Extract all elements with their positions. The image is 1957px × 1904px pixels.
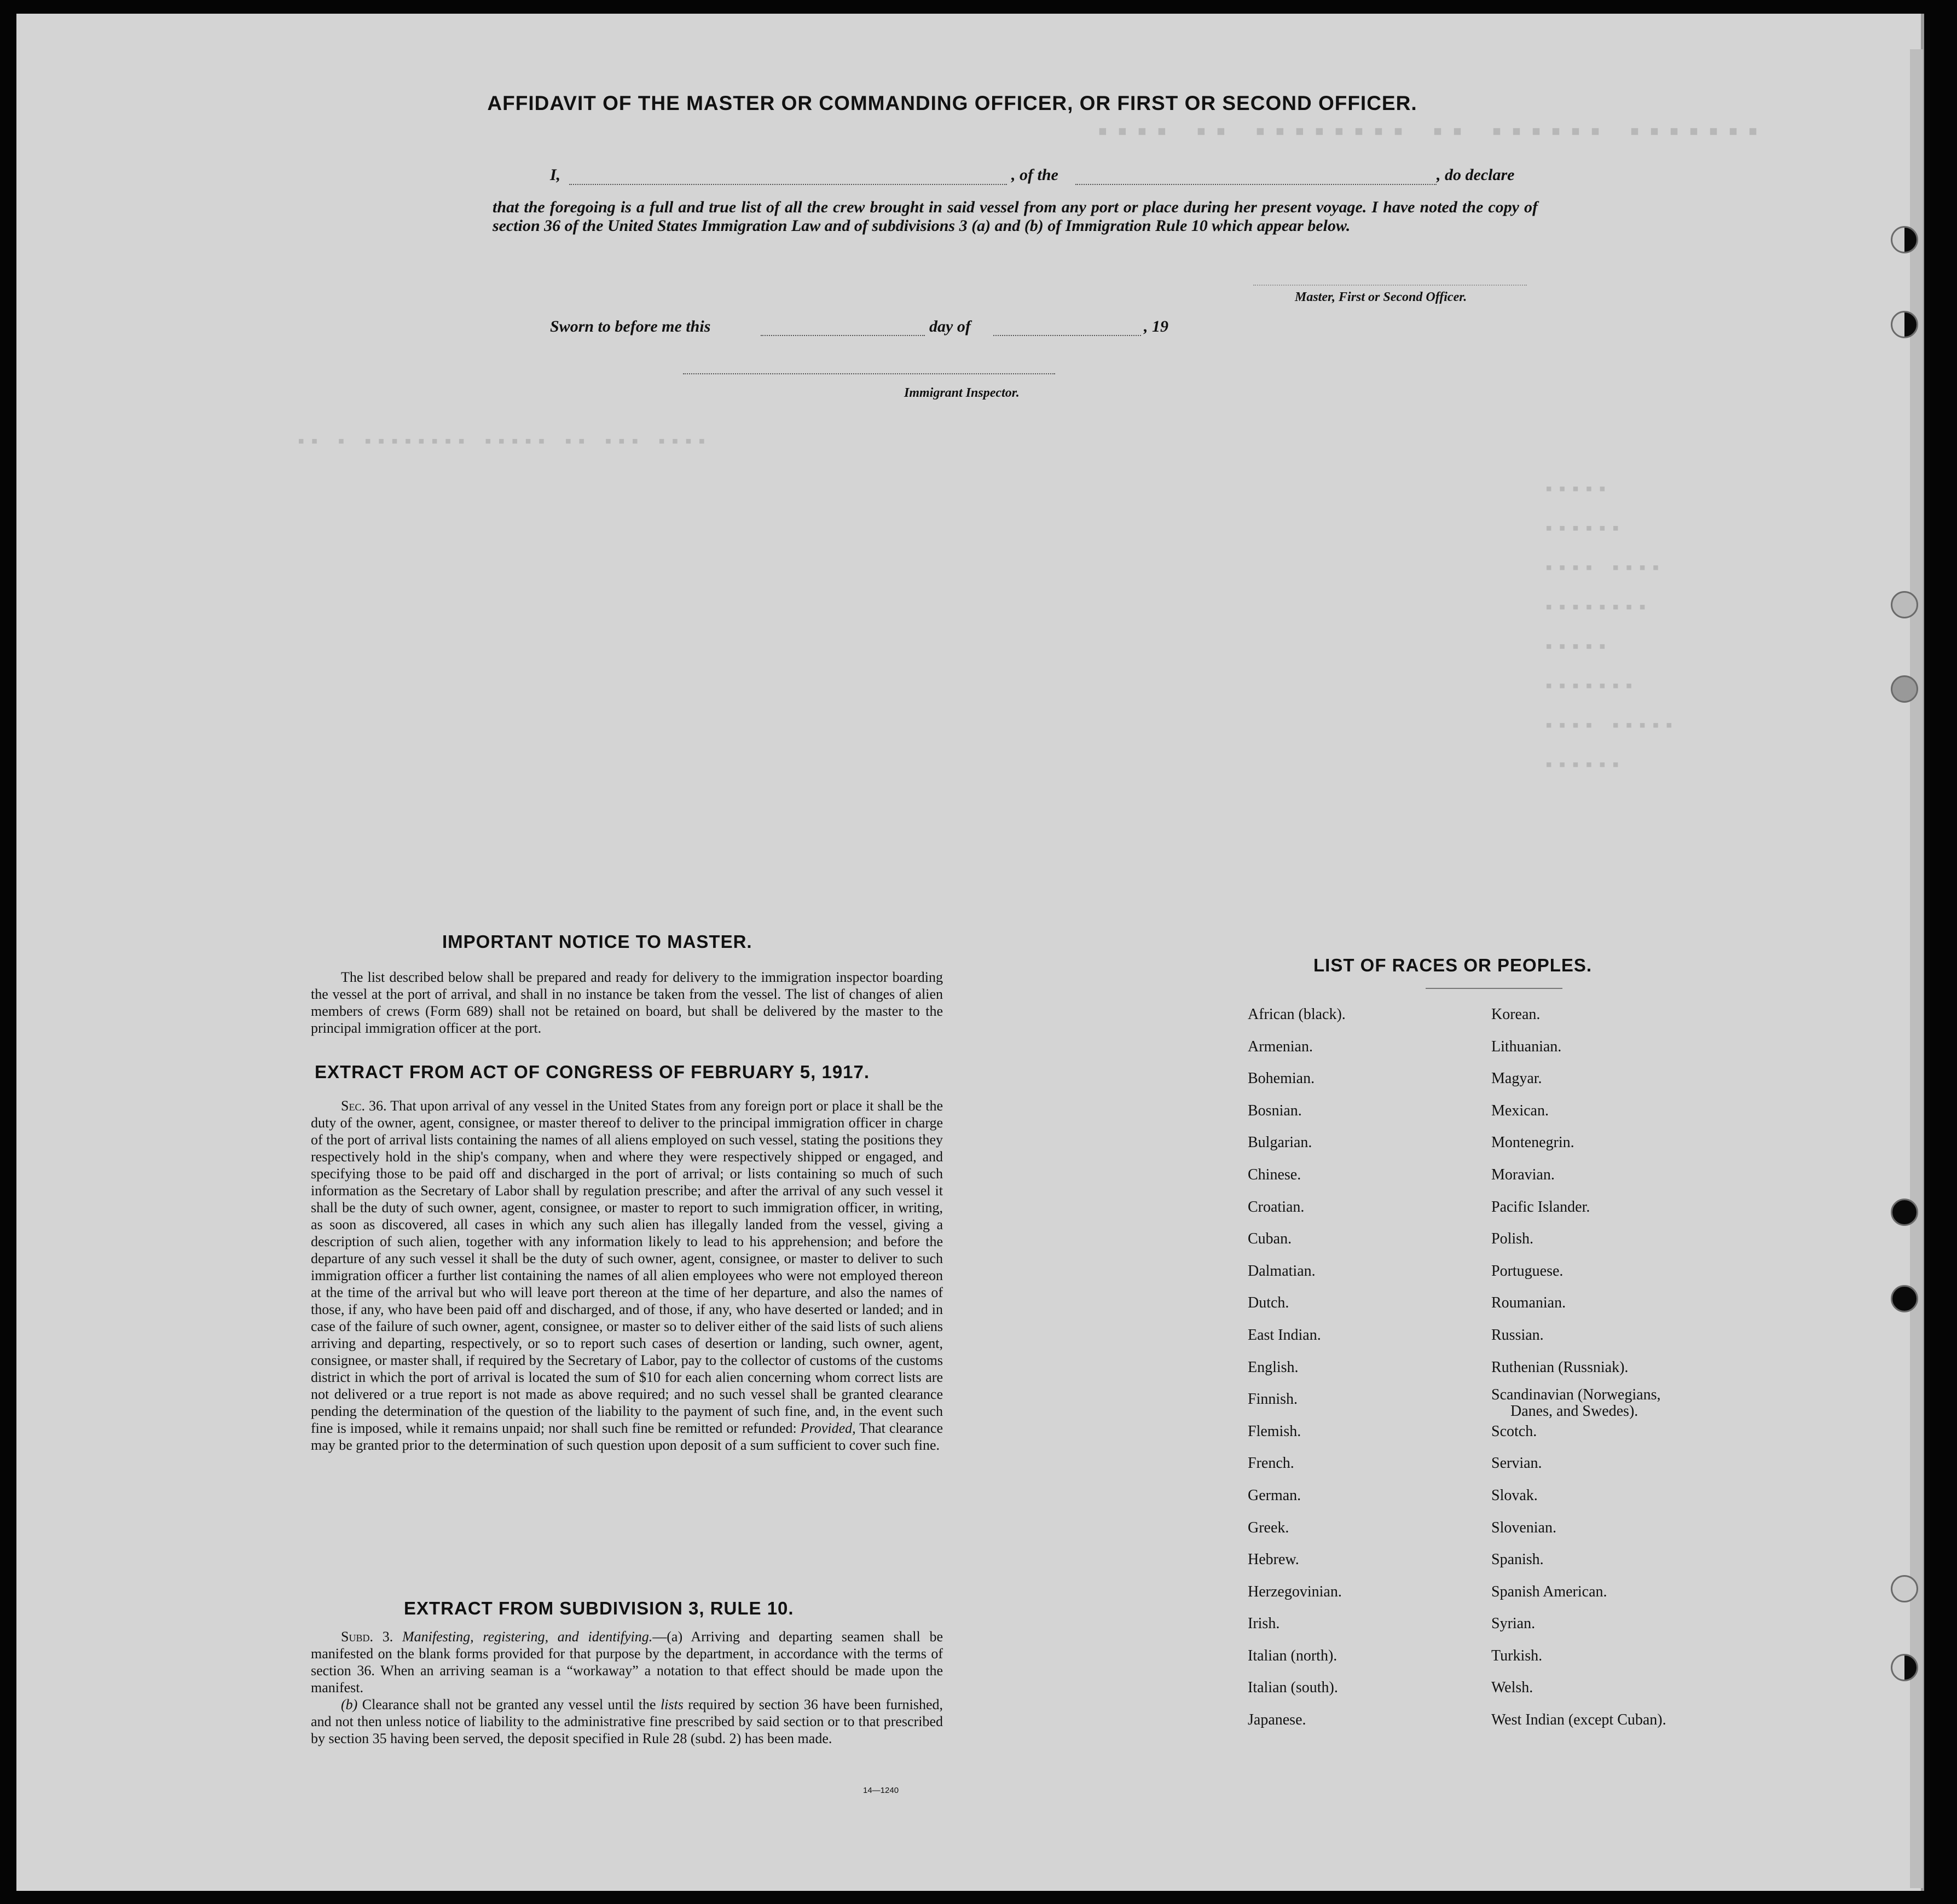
sworn-month-field[interactable] <box>993 335 1141 336</box>
rule-text <box>311 1628 943 1747</box>
binder-hole <box>1891 1575 1918 1602</box>
subdivision-b-text: Clearance shall not be granted any vessel until the <box>362 1697 656 1712</box>
notice-text <box>311 969 943 1037</box>
race-item: Montenegrin. <box>1491 1134 1574 1151</box>
master-name-field[interactable] <box>569 184 1007 185</box>
act-title: EXTRACT FROM ACT OF CONGRESS OF FEBRUARY 5, 1917. <box>315 1062 870 1082</box>
race-item: Lithuanian. <box>1491 1038 1562 1055</box>
affidavit-title: AFFIDAVIT OF THE MASTER OR COMMANDING OFFICER, OR FIRST OR SECOND OFFICER. <box>487 92 1417 114</box>
binder-hole <box>1891 591 1918 618</box>
race-item: German. <box>1248 1486 1301 1504</box>
race-item: Bosnian. <box>1248 1102 1302 1119</box>
race-item: Mexican. <box>1491 1102 1549 1119</box>
race-item: Italian (north). <box>1248 1647 1338 1664</box>
vessel-name-field[interactable] <box>1075 184 1437 185</box>
race-item: Chinese. <box>1248 1166 1301 1183</box>
binder-hole <box>1891 675 1918 703</box>
race-item: Italian (south). <box>1248 1679 1338 1697</box>
inspector-signature-field[interactable] <box>683 373 1055 374</box>
section-label: Sec. 36. <box>341 1098 387 1114</box>
race-item: Portuguese. <box>1491 1262 1564 1280</box>
race-item: East Indian. <box>1248 1326 1321 1344</box>
act-paragraph-end: That clearance may be granted prior to the determination of such question upon deposit of a sum sufficient to cover such fine. <box>311 1420 943 1453</box>
races-title: LIST OF RACES OR PEOPLES. <box>1313 955 1593 975</box>
race-item: African (black). <box>1248 1006 1346 1023</box>
races-left-column <box>1248 999 1346 1737</box>
races-title-rule <box>1426 988 1562 989</box>
race-item: Croatian. <box>1248 1198 1305 1216</box>
form-number: 14—1240 <box>863 1786 899 1795</box>
subdivision-title: Manifesting, registering, and identifying. <box>402 1629 653 1645</box>
binder-hole <box>1891 311 1918 338</box>
race-item: Greek. <box>1248 1519 1289 1536</box>
race-item: Cuban. <box>1248 1230 1292 1248</box>
race-item: Hebrew. <box>1248 1551 1299 1569</box>
race-item: Slovak. <box>1491 1486 1538 1504</box>
bleed-through-text: ▪▪ ▪ ▪▪▪▪▪▪▪▪ ▪▪▪▪▪ ▪▪ ▪▪▪ ▪▪▪▪ <box>296 432 710 453</box>
rule-title: EXTRACT FROM SUBDIVISION 3, RULE 10. <box>404 1598 794 1618</box>
race-item: Finnish. <box>1248 1391 1298 1408</box>
race-item: Korean. <box>1491 1006 1541 1023</box>
race-item: English. <box>1248 1358 1299 1376</box>
race-item: Dutch. <box>1248 1294 1289 1312</box>
race-item: Irish. <box>1248 1615 1280 1633</box>
affidavit-do-declare: , do declare <box>1437 166 1515 184</box>
binder-hole <box>1891 1285 1918 1312</box>
race-item: Polish. <box>1491 1230 1534 1248</box>
subdivision-b-label: (b) <box>341 1697 358 1712</box>
race-item: Welsh. <box>1491 1679 1533 1697</box>
race-item: Pacific Islander. <box>1491 1198 1590 1216</box>
race-item: Herzegovinian. <box>1248 1583 1342 1600</box>
races-right-column <box>1491 999 1666 1737</box>
day-of-label: day of <box>929 317 971 335</box>
affidavit-body: that the foregoing is a full and true list of all the crew brought in said vessel from any port or place during her present voyage. I have noted the copy of section 36 of the United States Immigration Law and of subdivisions 3 (a) and (b) of Immigration Rule 10 which appear below. <box>493 198 1538 235</box>
race-item-scandinavian: Scandinavian (Norwegians, <box>1491 1386 1661 1404</box>
race-item: Dalmatian. <box>1248 1262 1316 1280</box>
inspector-label: Immigrant Inspector. <box>904 386 1020 400</box>
race-item: Turkish. <box>1491 1647 1543 1664</box>
race-item: Flemish. <box>1248 1422 1301 1440</box>
master-signature-field[interactable] <box>1253 285 1527 286</box>
race-item: Scotch. <box>1491 1422 1537 1440</box>
race-item: Slovenian. <box>1491 1519 1556 1536</box>
race-item: Magyar. <box>1491 1070 1542 1087</box>
notice-paragraph: The list described below shall be prepared and ready for delivery to the immigration inspector boarding the vessel at the port of arrival, and shall in no instance be taken from the vessel. The list of changes of alien members of crews (Form 689) shall not be retained on board, but shall be delivered by the master to the principal immigration officer at the port. <box>311 969 943 1036</box>
affidavit-i-label: I, <box>550 166 561 184</box>
race-item: Moravian. <box>1491 1166 1555 1183</box>
race-item: Bulgarian. <box>1248 1134 1312 1151</box>
binder-hole <box>1891 1199 1918 1226</box>
race-item: Japanese. <box>1248 1711 1306 1729</box>
race-item <box>1491 1384 1666 1420</box>
bleed-through-text: ▪▪▪▪ ▪▪ ▪▪▪▪▪▪▪▪ ▪▪ ▪▪▪▪▪▪ ▪▪▪▪▪▪▪ <box>1095 118 1765 149</box>
race-item: Spanish American. <box>1491 1583 1607 1600</box>
race-item: Spanish. <box>1491 1551 1544 1569</box>
binder-hole <box>1891 1654 1918 1681</box>
subdivision-a-text: —(a) Arriving and departing seamen shall be manifested on the blank forms provided for that purpose by the department, in accordance with the terms of section 36. When an arriving seaman is a “workaway” a notation to that effect should be made upon the manifest. <box>311 1629 943 1695</box>
race-item: Ruthenian (Russniak). <box>1491 1358 1629 1376</box>
notice-title: IMPORTANT NOTICE TO MASTER. <box>442 931 752 952</box>
year-label: , 19 <box>1144 317 1168 335</box>
lists-word: lists <box>660 1697 684 1712</box>
sworn-day-field[interactable] <box>761 335 925 336</box>
race-item: Servian. <box>1491 1455 1542 1472</box>
race-item: French. <box>1248 1455 1294 1472</box>
subdivision-b-text-end: required by section 36 have been furnished, and not then unless notice of liability to the administrative fine prescribed by said section or to that prescribed by section 35 having been served, the deposit specified in Rule 28 (subd. 2) has been made. <box>311 1697 943 1746</box>
affidavit-of-the: , of the <box>1011 166 1058 184</box>
race-item-scandinavian-continued: Danes, and Swedes). <box>1510 1403 1638 1420</box>
race-item: Armenian. <box>1248 1038 1313 1055</box>
race-item: Roumanian. <box>1491 1294 1566 1312</box>
race-item: West Indian (except Cuban). <box>1491 1711 1666 1729</box>
race-item: Bohemian. <box>1248 1070 1315 1087</box>
subdivision-label: Subd. 3. <box>341 1629 393 1645</box>
act-text <box>311 1097 943 1454</box>
binder-hole <box>1891 226 1918 253</box>
race-item: Russian. <box>1491 1326 1544 1344</box>
race-item: Syrian. <box>1491 1615 1536 1633</box>
sworn-label: Sworn to before me this <box>550 317 711 335</box>
act-paragraph: That upon arrival of any vessel in the United States from any foreign port or place it shall be the duty of the owner, agent, consignee, or master thereof to deliver to the principal immigration officer in charge of the port of arrival lists containing the names of all aliens employed on such vessel, stating the positions they respectively hold in the ship's company, when and where they were respectively shipped or engaged, and specifying those to be paid off and discharged in the port of arrival; or lists containing so much of such information as the Secretary of Labor shall by regulation prescribe; and after the arrival of any such vessel it shall be the duty of such owner, agent, consignee, or master to report to such immigration officer, in writing, as soon as discovered, all cases in which any such alien has illegally landed from the vessel, giving a description of such alien, together with any information likely to lead to his apprehension; and before the departure of any such vessel it shall be the duty of such owner, agent, consignee, or master to deliver to such immigration officer a further list containing the names of all alien employees who were not employed thereon at the time of the arrival but who will leave port thereon at the time of her departure, and also the names of those, if any, who have been paid off and discharged, and of those, if any, who have deserted or landed; and in case of the failure of such owner, agent, consignee, or master so to deliver either of the said lists of such aliens arriving and departing, respectively, or so to report such cases of desertion or landing, such owner, agent, consignee, or master shall, if required by the Secretary of Labor, pay to the collector of customs of the customs district in which the port of arrival is located the sum of $10 for each alien concerning whom correct lists are not delivered or a true report is not made as above required; and no such vessel shall be granted clearance pending the determination of the question of the liability to the payment of such fine, and, in the event such fine is imposed, while it remains unpaid; nor shall such fine be remitted or refunded: <box>311 1098 943 1436</box>
provided-label: Provided, <box>800 1420 856 1436</box>
master-signature-label: Master, First or Second Officer. <box>1295 290 1467 304</box>
bleed-through-text: ▪▪▪▪▪ ▪▪▪▪▪▪ ▪▪▪▪ ▪▪▪▪ ▪▪▪▪▪▪▪▪ ▪▪▪▪▪ ▪▪▪▪▪▪▪ ▪▪▪▪ ▪▪▪▪▪ ▪▪▪▪▪▪ <box>1543 480 1677 777</box>
